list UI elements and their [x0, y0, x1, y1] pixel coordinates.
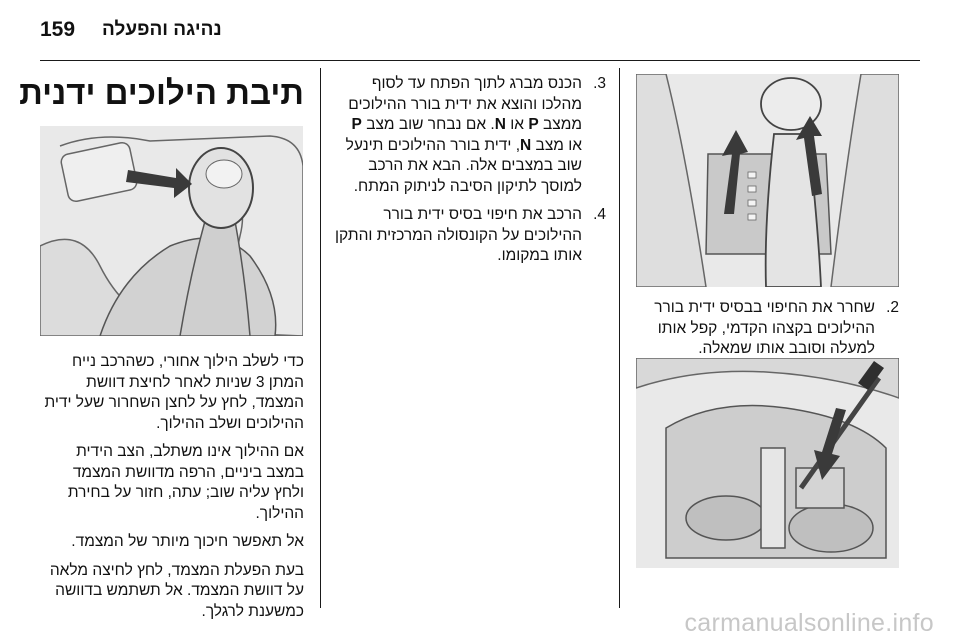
- header-divider: [40, 60, 920, 61]
- paragraph-reverse-gear: כדי לשלב הילוך אחורי, כשהרכב נייח המתן 3 שניות לאחר לחיצת דוושת המצמד, לחץ על לחצן השחרור שעל ידית ההילוכים ושלב ההילוך.: [44, 353, 304, 432]
- page-number: 159: [40, 18, 76, 41]
- column-divider-right: [619, 68, 620, 608]
- paragraph-clutch-slip: אל תאפשר חיכוך מיותר של המצמד.: [71, 533, 304, 550]
- gear-symbol-n: N: [520, 136, 532, 154]
- step-4-text: הרכב את חיפוי בסיס ידית בורר ההילוכים על הקונסולה המרכזית והתקן אותו במקומו.: [335, 206, 582, 264]
- step-3-text-part: . אם נבחר שוב מצב: [361, 116, 495, 133]
- step-number: 3.: [593, 75, 606, 92]
- paragraph-clutch-operation: בעת הפעלת המצמד, לחץ לחיצה מלאה על דוושת המצמד. אל תשתמש בדוושה כמשענת לרגלך.: [49, 561, 304, 620]
- step-number: 2.: [886, 299, 899, 316]
- gear-symbol-n: N: [494, 116, 506, 133]
- section-title: תיבת הילוכים ידנית: [19, 74, 304, 111]
- step-3-text-part: או: [505, 116, 529, 133]
- gear-symbol-p: P: [351, 116, 362, 133]
- gear-symbol-p: P: [528, 116, 539, 133]
- left-column-text: [40, 352, 304, 630]
- watermark: carmanualsonline.info: [684, 609, 934, 637]
- step-4: [334, 205, 606, 267]
- manual-gear-knob-figure: [40, 126, 303, 336]
- step-2: [636, 298, 899, 360]
- step-3-text-part: הכנס מברג לתוך הפתח עד לסוף מהלכו והוצא את ידית בורר ההילוכים ממצב: [348, 75, 582, 133]
- page-header: [40, 18, 920, 48]
- step-3-text-part: , ידית בורר ההילוכים תינעל שוב במצבים אלה. הבא את הרכב למוסך לתיקון הסיבה לניתוק המתח.: [345, 136, 582, 195]
- step-3: [334, 74, 606, 197]
- step-3-text-part: או מצב: [531, 136, 582, 154]
- paragraph-gear-not-engaging: אם ההילוך אינו משתלב, הצב הידית במצב ביניים, הרפה מדוושת המצמד ולחץ עליה שוב; עתה, חזור על בחירת ההילוך.: [67, 443, 304, 522]
- step-2-text: שחרר את החיפוי בבסיס ידית בורר ההילוכים בקצהו הקדמי, קפל אותו למעלה וסובב אותו שמאלה.: [654, 299, 875, 357]
- selector-lever-cover-figure: [636, 74, 899, 287]
- screwdriver-release-figure: [636, 358, 899, 568]
- middle-column-text: [334, 74, 606, 275]
- chapter-title: נהיגה והפעלה: [102, 19, 222, 40]
- column-divider-left: [320, 68, 321, 608]
- step-number: 4.: [593, 206, 606, 223]
